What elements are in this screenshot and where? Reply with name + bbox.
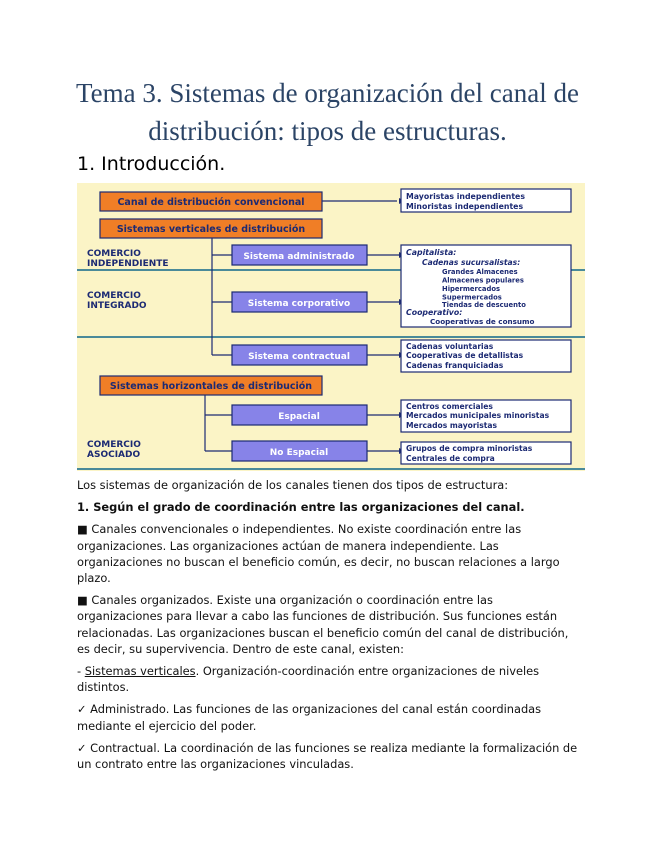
box-label: Sistemas horizontales de distribución	[109, 381, 313, 392]
box-line: Mercados mayoristas	[406, 421, 498, 430]
purple-box-administrado	[232, 245, 367, 265]
paragraph-organizados: ■ Canales organizados. Existe una organización o coordinación entre las organizaciones para llevar a cabo las funciones de distribución. Sus funciones están relacionadas. Las organizaciones buscan el beneficio común del canal de distribución, es decir, su supervivencia. Dentro de este canal, existen:	[77, 593, 569, 656]
right-box-espacial	[401, 400, 571, 432]
orange-box-horizontal	[100, 376, 322, 395]
box-label: Canal de distribución convencional	[117, 197, 305, 208]
box-line: Almacenes populares	[442, 276, 524, 285]
subheading: 1. Según el grado de coordinación entre las organizaciones del canal.	[77, 500, 525, 515]
box-line: Mercados municipales minoristas	[406, 411, 550, 420]
orange-box-conventional	[100, 192, 322, 211]
box-line: Cooperativas de detallistas	[406, 351, 524, 360]
box-line: Mayoristas independientes	[406, 192, 525, 201]
box-line: Cadenas voluntarias	[406, 342, 494, 351]
box-line: Supermercados	[442, 293, 502, 302]
paragraph-administrado: ✓ Administrado. Las funciones de las organizaciones del canal están coordinadas mediante el ejercicio del poder.	[77, 702, 542, 733]
page-title-line-1: Tema 3. Sistemas de organización del canal de	[76, 78, 579, 108]
page-title-line-2: distribución: tipos de estructuras.	[148, 116, 507, 146]
right-box-integrado	[401, 245, 571, 327]
paragraph-sistemas-verticales	[77, 663, 582, 695]
orange-box-vertical	[100, 219, 322, 238]
dash-prefix: -	[77, 664, 85, 679]
box-line: Cadenas sucursalistas:	[422, 258, 521, 267]
purple-box-corporativo	[232, 292, 367, 312]
box-line: Cooperativo:	[406, 308, 463, 317]
underlined-term: Sistemas verticales	[84, 664, 196, 679]
box-line: Centrales de compra	[406, 454, 495, 463]
box-label: Espacial	[278, 412, 320, 422]
purple-box-contractual	[232, 345, 367, 365]
box-label: Sistema contractual	[248, 352, 350, 362]
band-label: ASOCIADO	[87, 450, 141, 460]
box-line: Minoristas independientes	[406, 202, 524, 211]
box-line: Cooperativas de consumo	[430, 317, 535, 326]
box-line: Grupos de compra minoristas	[406, 444, 533, 453]
distribution-channel-diagram	[77, 183, 585, 471]
paragraph-convencionales: ■ Canales convencionales o independientes. No existe coordinación entre las organizaciones. Las organizaciones actúan de manera independiente. Las organizaciones no buscan el beneficio común, es decir, no buscan relaciones a largo plazo.	[77, 522, 560, 586]
intro-paragraph: Los sistemas de organización de los canales tienen dos tipos de estructura:	[77, 478, 509, 492]
band-label: INDEPENDIENTE	[87, 259, 169, 269]
right-box-contractual	[401, 340, 571, 372]
right-box-independientes	[401, 189, 571, 212]
body-text	[77, 477, 582, 778]
purple-box-no-espacial	[232, 441, 367, 461]
section-heading: 1. Introducción.	[77, 153, 226, 175]
box-label: Sistema administrado	[243, 252, 355, 262]
box-line: Tiendas de descuento	[442, 301, 526, 309]
box-line: Capitalista:	[406, 248, 457, 257]
paragraph-rest: . Organización-coordinación entre organizaciones de niveles distintos.	[77, 664, 540, 695]
box-label: Sistema corporativo	[247, 299, 351, 309]
band-label: COMERCIO	[87, 291, 141, 301]
box-line: Hipermercados	[442, 285, 501, 293]
page-title	[40, 74, 615, 150]
box-label: Sistemas verticales de distribución	[116, 224, 306, 235]
band-label: COMERCIO	[87, 249, 141, 259]
band-label: INTEGRADO	[87, 301, 147, 311]
paragraph-contractual: ✓ Contractual. La coordinación de las funciones se realiza mediante la formalización de un contrato entre las organizaciones vinculadas.	[77, 740, 578, 772]
box-line: Grandes Almacenes	[442, 268, 518, 276]
purple-box-espacial	[232, 405, 367, 425]
right-box-no-espacial	[401, 442, 571, 464]
box-line: Centros comerciales	[406, 402, 493, 411]
box-line: Cadenas franquiciadas	[406, 361, 504, 370]
box-label: No Espacial	[269, 448, 329, 458]
band-label: COMERCIO	[87, 440, 141, 450]
